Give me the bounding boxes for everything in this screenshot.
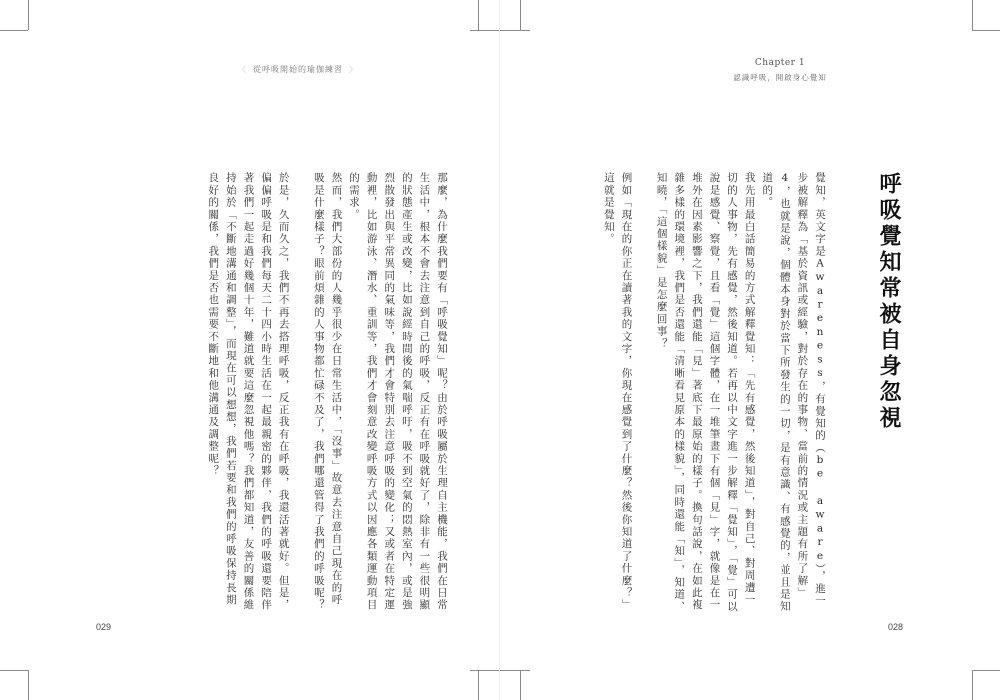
right-paragraph-1: 覺知，英文字是Awareness，有覺知的（be aware），進一步被解釋為「基於資訊或經驗，對於存在的事物、當前的情況或主題有所了解」4，也就是說，個體本身對於當下所發生的一切，是有意識、有感覺的，並且是知道的。 bbox=[761, 172, 826, 613]
crop-mark-top-left-v bbox=[28, 0, 29, 30]
page-number-right: 028 bbox=[888, 622, 904, 632]
running-head-bracket-open: 〈 bbox=[238, 65, 247, 74]
right-page-body bbox=[568, 172, 828, 617]
crop-mark-top-right-v bbox=[972, 0, 973, 30]
chapter-subtitle: 認識呼吸，開啟身心覺知 bbox=[733, 73, 827, 82]
chapter-header bbox=[700, 58, 860, 83]
crop-mark-bottom-center-h bbox=[470, 670, 530, 671]
running-head bbox=[232, 64, 364, 75]
crop-mark-top-center-v1 bbox=[478, 0, 479, 30]
crop-mark-bottom-center-v1 bbox=[478, 670, 479, 700]
crop-mark-top-center-h bbox=[470, 30, 530, 31]
crop-mark-bottom-left-v bbox=[28, 670, 29, 700]
page-gutter bbox=[499, 0, 500, 700]
left-paragraph-3: 於是，久而久之，我們不再去搭理呼吸，反正我有在呼吸，我還活著就好。但是，偏偏呼吸是和我們每天二十四小時生活在一起最親密的夥伴，我們的呼吸還要陪伴著我們一起走過好幾個十年，難道就要這麼忽視他嗎？我們都知道，友善的關係維持始於「不斷地溝通和調整」，而現在可以想想，我們若要和我們的呼吸保持長期良好的關係，我們是否也需要不斷地和他溝通及調整呢？ bbox=[207, 172, 290, 612]
crop-mark-top-left-h bbox=[0, 30, 28, 31]
crop-mark-bottom-right-v bbox=[972, 670, 973, 700]
right-paragraph-3: 例如「現在的你正在讀著我的文字，你現在感覺到了什麼？然後你知道了什麼？」這就是覺知。 bbox=[602, 172, 633, 612]
chapter-label: Chapter 1 bbox=[754, 58, 806, 68]
left-paragraph-1: 那麼，為什麼我們要有「呼吸覺知」呢？由於呼吸屬於生理自主機能，我們在日常生活中，根本不會去注意到自己的呼吸，反正有在呼吸就好了，除非有一些很明顯的狀態產生或改變，比如說經時間後的氣喘呼吁，吸不到空氣的悶熱室內，或是強烈散發出與平常異同的氣味等，我們才會特別去注意呼吸的變化；又或者在特定運動裡，比如游泳、潛水、重訓等，我們才會刻意改變呼吸方式以因應各類運動項目的需求。 bbox=[348, 172, 448, 612]
page-number-left: 029 bbox=[96, 622, 112, 632]
section-title: 呼吸覺知常被自身忽視 bbox=[876, 172, 902, 432]
crop-mark-bottom-right-h bbox=[972, 670, 1000, 671]
left-page-body bbox=[140, 172, 450, 617]
crop-mark-top-center-v2 bbox=[520, 0, 521, 30]
running-head-text: 從呼吸開始的瑜伽練習 bbox=[253, 65, 343, 74]
crop-mark-bottom-center-v2 bbox=[520, 670, 521, 700]
running-head-bracket-close: 〉 bbox=[349, 65, 358, 74]
crop-mark-bottom-left-h bbox=[0, 670, 28, 671]
right-paragraph-2: 我先用最白話簡易的方式解釋覺知：「先有感覺，然後知道」，對自己、對周遭一切的人事物，先有感覺，然後知道。若再以中文字進一步解釋「覺知」，「覺」可以說是感覺、察覺，且看「覺」這個字體，在一堆筆畫下有個「見」字，就像是在一堆外在因素影響之下，我們還能「見」著底下最原始的樣子。換句話說，在如此複雜多樣的環境裡，我們是否還能「清晰看見原本的樣貌」，同時還能「知」，知道、知曉，「這個樣貌」是怎麼回事？ bbox=[655, 172, 756, 613]
left-paragraph-2: 然而，我們大部份的人幾乎很少在日常生活中，「沒事」故意去注意自己現在的呼吸是什麼樣子？眼前煩雜的人事物都忙碌不及了，我們哪還管得了我們的呼吸呢？ bbox=[312, 172, 343, 612]
crop-mark-top-right-h bbox=[972, 30, 1000, 31]
